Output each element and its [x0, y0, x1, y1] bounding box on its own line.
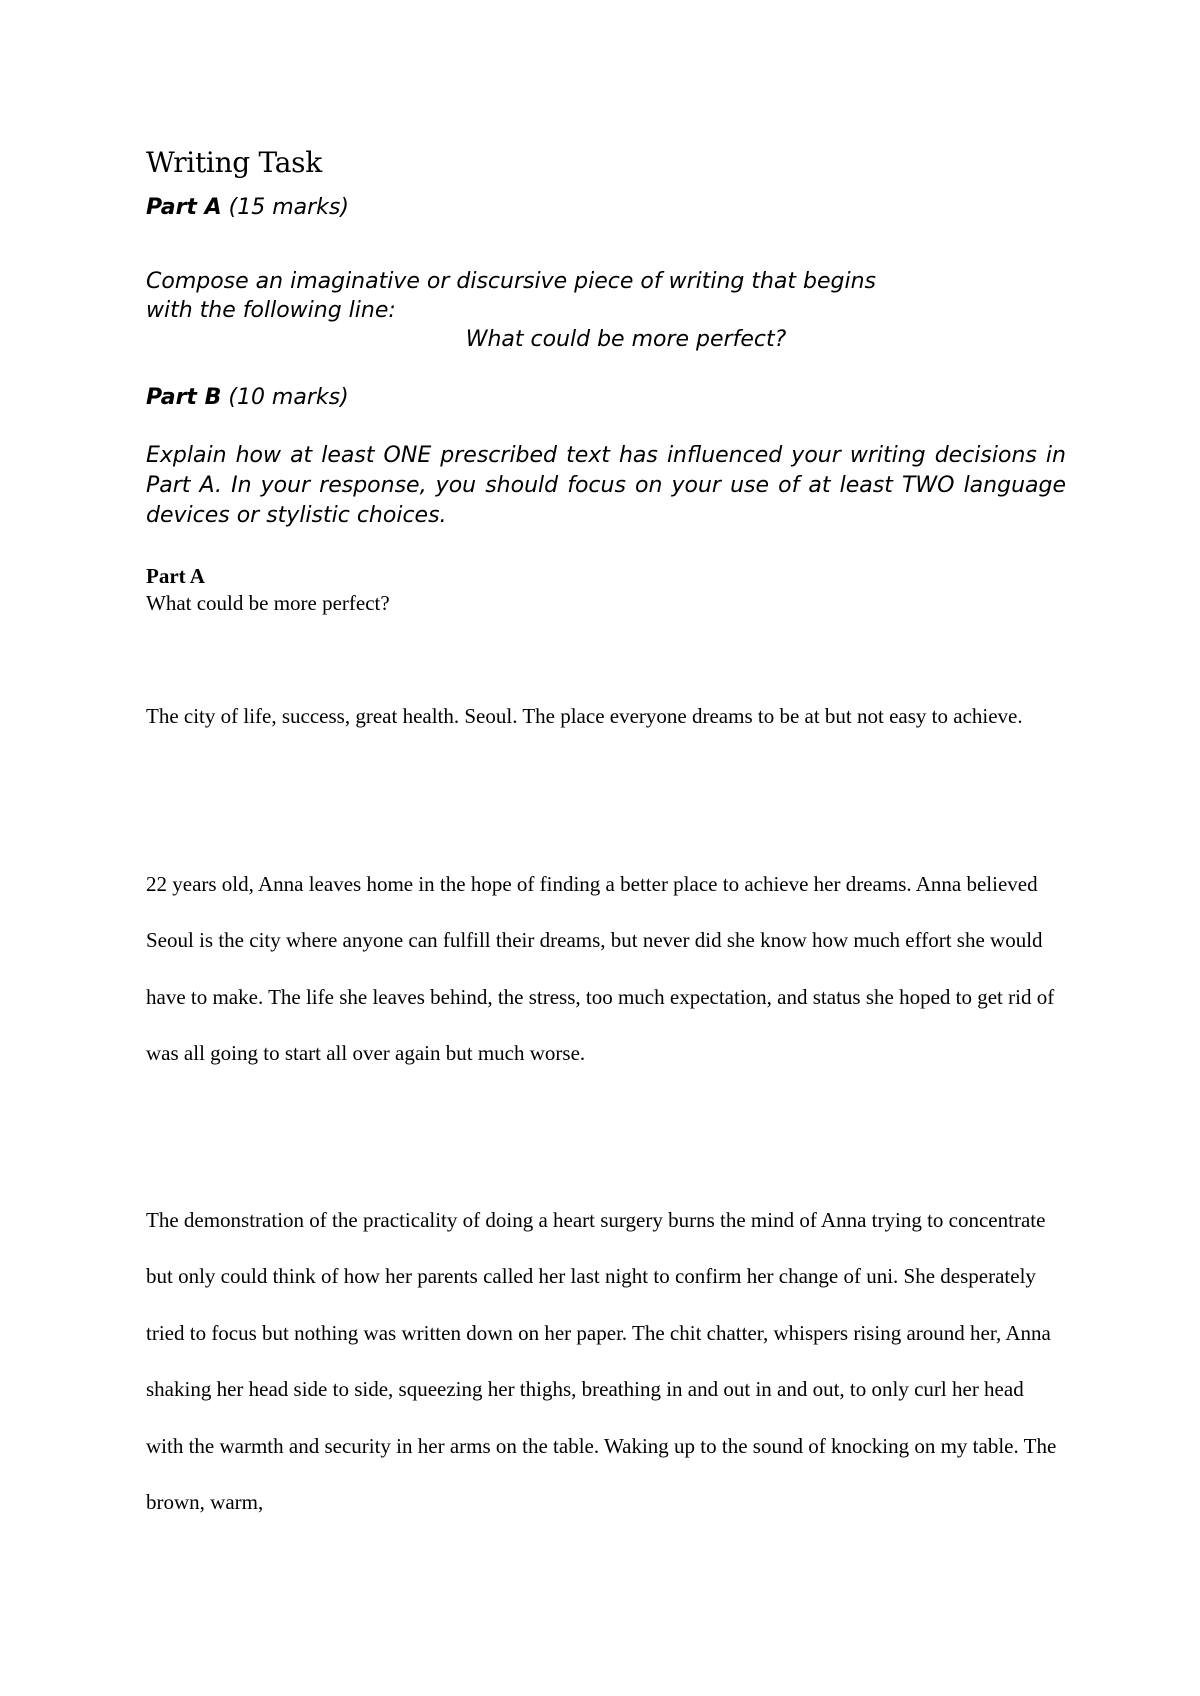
- part-b-prompt: Explain how at least ONE prescribed text has influenced your writing decisions in Part A. In your response, you should focus on your use of at least TWO language devices or stylistic choices.: [146, 443, 1066, 528]
- part-a-prompt: [146, 267, 1066, 354]
- part-a-label: Part A: [146, 195, 222, 220]
- part-a-prompt-line-2: with the following line:: [146, 298, 396, 323]
- response-heading: Part A: [146, 564, 205, 588]
- part-b-label: Part B: [146, 385, 222, 410]
- response-subtitle: What could be more perfect?: [146, 591, 390, 615]
- essay-paragraph-1: The city of life, success, great health. Seoul. The place everyone dreams to be at but not easy to achieve.: [146, 704, 1023, 728]
- document-title: Writing Task: [146, 146, 322, 179]
- essay-paragraph-2: 22 years old, Anna leaves home in the hope of finding a better place to achieve her dreams. Anna believed Seoul is the city where anyone can fulfill their dreams, but never did she know how much effort she would have to make. The life she leaves behind, the stress, too much expectation, and status she hoped to get rid of was all going to start all over again but much worse.: [146, 872, 1055, 1066]
- part-b-header: [146, 383, 349, 413]
- part-a-marks: (15 marks): [228, 195, 349, 220]
- part-a-prompt-line-1: Compose an imaginative or discursive piece of writing that begins: [146, 269, 877, 294]
- part-a-prompt-quote: What could be more perfect?: [465, 327, 787, 352]
- part-b-marks: (10 marks): [228, 385, 349, 410]
- part-a-header: [146, 193, 349, 223]
- essay-paragraph-3: The demonstration of the practicality of doing a heart surgery burns the mind of Anna trying to concentrate but only could think of how her parents called her last night to confirm her change of uni. She desperately tried to focus but nothing was written down on her paper. The chit chatter, whispers rising around her, Anna shaking her head side to side, squeezing her thighs, breathing in and out in and out, to only curl her head with the warmth and security in her arms on the table. Waking up to the sound of knocking on my table. The brown, warm,: [146, 1208, 1057, 1515]
